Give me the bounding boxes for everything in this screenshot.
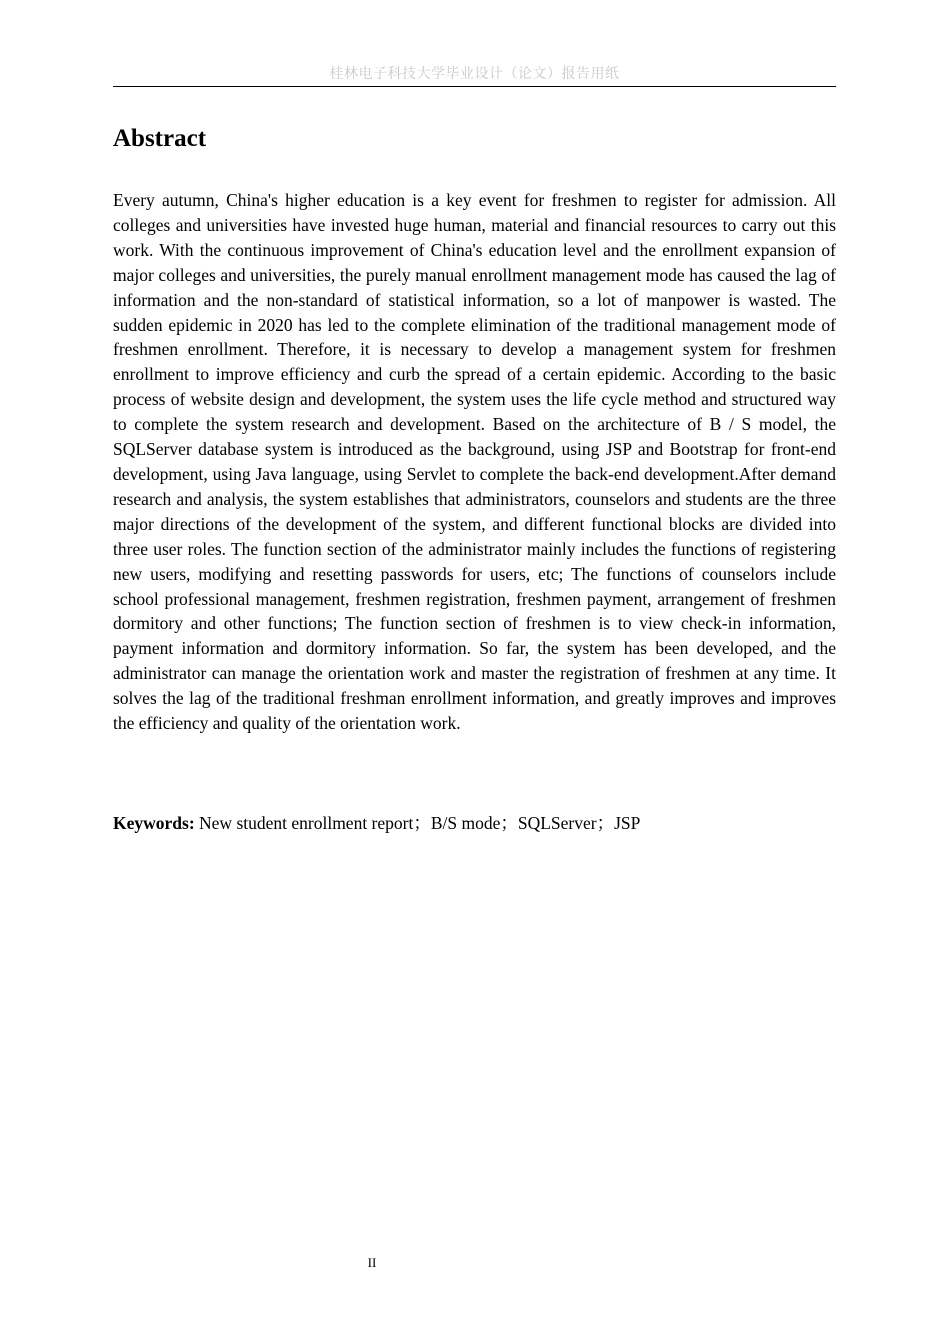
keywords-line xyxy=(113,811,836,836)
page-header: 桂林电子科技大学毕业设计（论文）报告用纸 xyxy=(329,66,620,82)
abstract-body: Every autumn, China's higher education is a key event for freshmen to register for admission. All colleges and universities have invested huge human, material and financial resources to carry out this work. With the continuous improvement of China's education level and the enrollment expansion of major colleges and universities, the purely manual enrollment management mode has caused the lag of information and the non-standard of statistical information, so a lot of manpower is wasted. The sudden epidemic in 2020 has led to the complete elimination of the traditional management mode of freshmen enrollment. Therefore, it is necessary to develop a management system for freshmen enrollment to improve efficiency and curb the spread of a certain epidemic. According to the basic process of website design and development, the system uses the life cycle method and structured way to complete the system research and development. Based on the architecture of B / S model, the SQLServer database system is introduced as the background, using JSP and Bootstrap for front-end development, using Java language, using Servlet to complete the back-end development.After demand research and analysis, the system establishes that administrators, counselors and students are the three major directions of the development of the system, and different functional blocks are divided into three user roles. The function section of the administrator mainly includes the functions of registering new users, modifying and resetting passwords for users, etc; The functions of counselors include school professional management, freshmen registration, freshmen payment, arrangement of freshmen dormitory and other functions; The function section of freshmen is to view check-in information, payment information and dormitory information. So far, the system has been developed, and the administrator can manage the orientation work and master the registration of freshmen at any time. It solves the lag of the traditional freshman enrollment information, and greatly improves and improves the efficiency and quality of the orientation work. xyxy=(113,190,836,734)
keywords-label: Keywords: xyxy=(113,813,195,833)
header-divider xyxy=(113,86,836,87)
keywords-value: New student enrollment report；B/S mode；SQLServer；JSP xyxy=(199,813,641,833)
abstract-title: Abstract xyxy=(113,125,207,152)
page-number: II xyxy=(367,1255,377,1270)
